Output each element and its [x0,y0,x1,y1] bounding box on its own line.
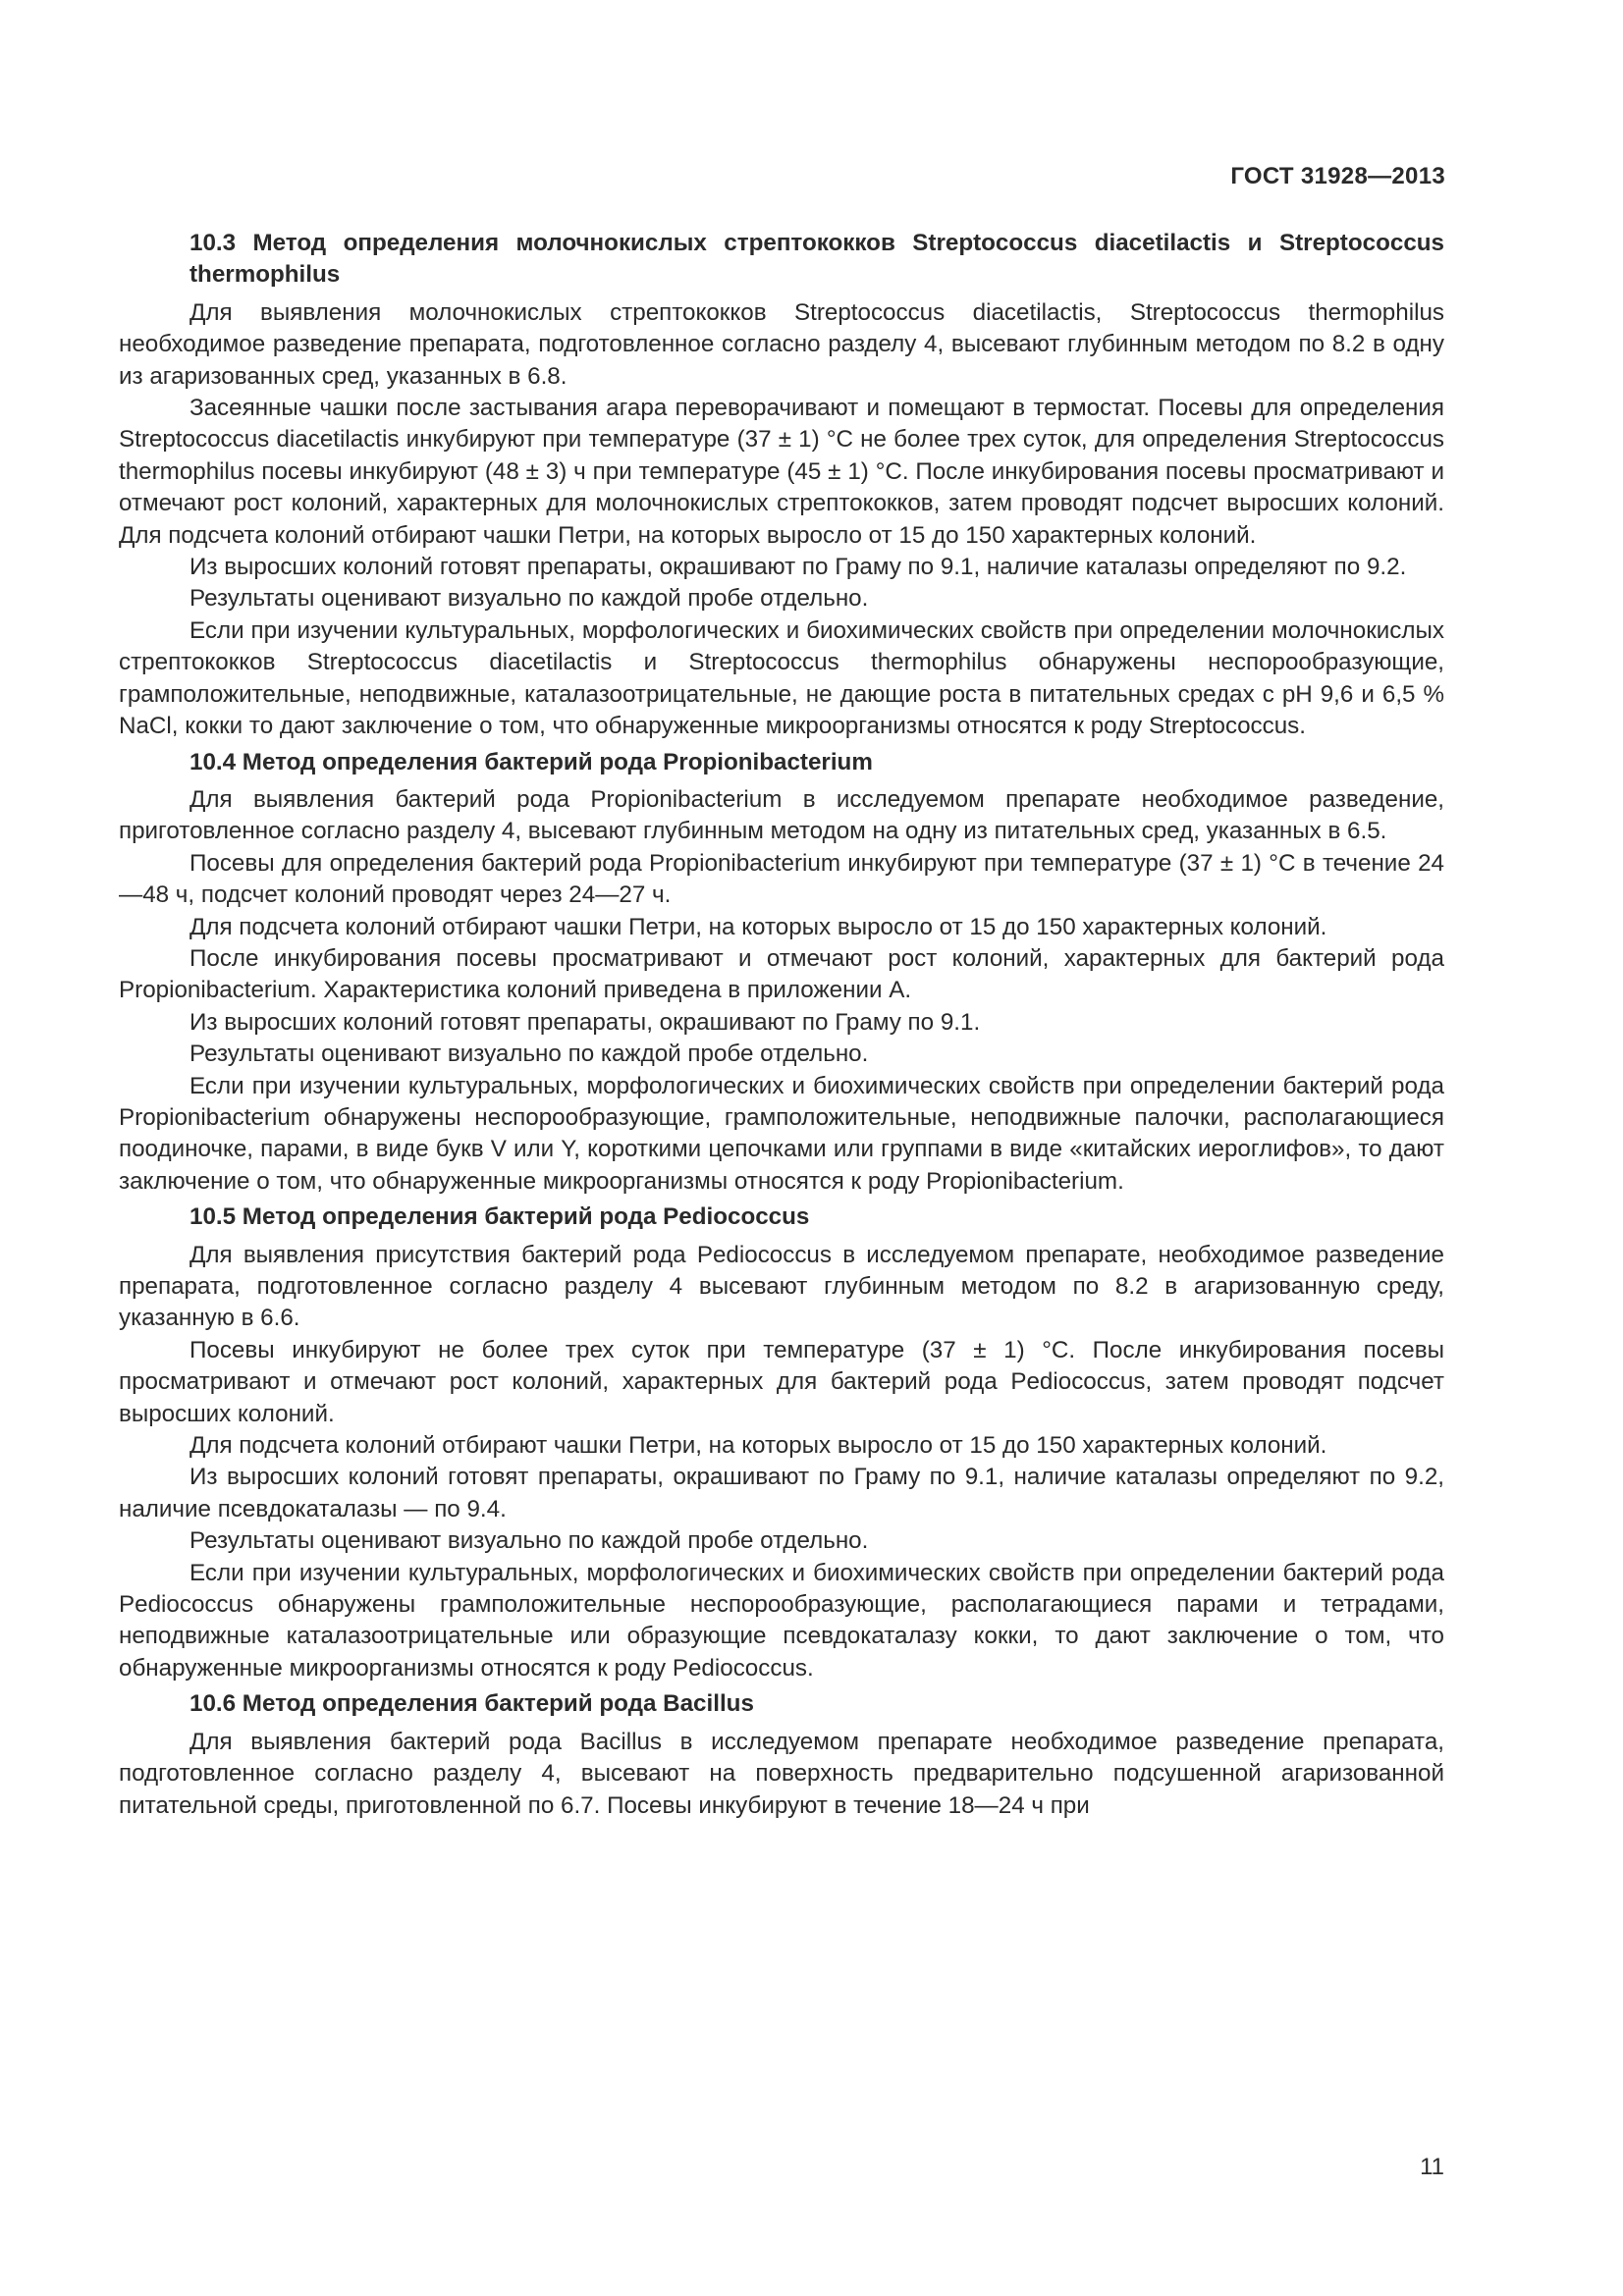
section-10-5 [119,1201,1444,1684]
paragraph: Засеянные чашки после застывания агара переворачивают и помещают в термостат. Посевы для определения Streptococcus diacetilactis инкубируют при температуре (37 ± 1) °C не более трех суток, для определения Streptococcus thermophilus посевы инкубируют (48 ± 3) ч при температуре (45 ± 1) °C. После инкубирования посевы просматривают и отмечают рост колоний, характерных для молочнокислых стрептококков, затем проводят подсчет выросших колоний. Для подсчета колоний отбирают чашки Петри, на которых выросло от 15 до 150 характерных колоний. [119,395,1444,549]
paragraph: Для подсчета колоний отбирают чашки Петри, на которых выросло от 15 до 150 характерных колоний. [189,1432,1327,1460]
paragraph: Для выявления молочнокислых стрептококков Streptococcus diacetilactis, Streptococcus thermophilus необходимое разведение препарата, подготовленное согласно разделу 4, высевают глубинным методом по 8.2 в одну из агаризованных сред, указанных в 6.8. [119,298,1444,390]
section-10-3 [119,228,1444,743]
paragraph: Для выявления присутствия бактерий рода Pediococcus в исследуемом препарате, необходимое разведение препарата, подготовленное согласно разделу 4 высевают глубинным методом по 8.2 в агаризованную среду, указанную в 6.6. [119,1241,1444,1332]
document-body [119,228,1444,1822]
paragraph: После инкубирования посевы просматривают и отмечают рост колоний, характерных для бактерий рода Propionibacterium. Характеристика колоний приведена в приложении А. [119,944,1444,1004]
paragraph: Посевы для определения бактерий рода Propionibacterium инкубируют при температуре (37 ± 1) °C в течение 24—48 ч, подсчет колоний проводят через 24—27 ч. [119,849,1444,909]
paragraph: Из выросших колоний готовят препараты, окрашивают по Граму по 9.1, наличие каталазы определяют по 9.2, наличие псевдокаталазы — по 9.4. [119,1464,1444,1522]
paragraph: Посевы инкубируют не более трех суток при температуре (37 ± 1) °C. После инкубирования посевы просматривают и отмечают рост колоний, характерных для бактерий рода Pediococcus, затем проводят подсчет выросших колоний. [119,1336,1444,1427]
paragraph: Для подсчета колоний отбирают чашки Петри, на которых выросло от 15 до 150 характерных колоний. [189,913,1327,940]
paragraph: Для выявления бактерий рода Propionibacterium в исследуемом препарате необходимое разведение, приготовленное согласно разделу 4, высевают глубинным методом на одну из питательных сред, указанных в 6.5. [119,785,1444,845]
section-10-4 [119,747,1444,1199]
section-heading: 10.3 Метод определения молочнокислых стрептококков Streptococcus diacetilactis и Streptococcus thermophilus [189,230,1444,289]
section-heading: 10.4 Метод определения бактерий рода Propionibacterium [189,748,873,775]
paragraph: Из выросших колоний готовят препараты, окрашивают по Граму по 9.1. [189,1008,981,1036]
paragraph: Результаты оценивают визуально по каждой пробе отдельно. [189,1041,869,1068]
standard-designation: ГОСТ 31928—2013 [1230,163,1445,189]
paragraph: Если при изучении культуральных, морфологических и биохимических свойств при определении бактерий рода Propionibacterium обнаружены неспорообразующие, грамположительные, неподвижные палочки, располагающиеся поодиночке, парами, в виде букв V или Y, короткими цепочками или группами в виде «китайских иероглифов», то дают заключение о том, что обнаруженные микроорганизмы относятся к роду Propionibacterium. [119,1072,1444,1195]
section-10-6 [119,1688,1444,1822]
paragraph: Если при изучении культуральных, морфологических и биохимических свойств при определении молочнокислых стрептококков Streptococcus diacetilactis и Streptococcus thermophilus обнаружены неспорообразующие, грамположительные, неподвижные, каталазоотрицательные, не дающие роста в питательных средах с pH 9,6 и 6,5 % NaCl, кокки то дают заключение о том, что обнаруженные микроорганизмы относятся к роду Streptococcus. [119,616,1444,740]
section-heading: 10.6 Метод определения бактерий рода Bacillus [189,1690,754,1718]
paragraph: Если при изучении культуральных, морфологических и биохимических свойств при определении бактерий рода Pediococcus обнаружены грамположительные неспорообразующие, располагающиеся парами и тетрадами, неподвижные каталазоотрицательные или образующие псевдокаталазу кокки, то дают заключение о том, что обнаруженные микроорганизмы относятся к роду Pediococcus. [119,1559,1444,1682]
paragraph: Для выявления бактерий рода Bacillus в исследуемом препарате необходимое разведение препарата, подготовленное согласно разделу 4, высевают на поверхность предварительно подсушенной агаризованной питательной среды, приготовленной по 6.7. Посевы инкубируют в течение 18—24 ч при [119,1728,1444,1819]
paragraph: Результаты оценивают визуально по каждой пробе отдельно. [189,585,869,613]
paragraph: Результаты оценивают визуально по каждой пробе отдельно. [189,1527,869,1555]
section-heading: 10.5 Метод определения бактерий рода Pediococcus [189,1203,810,1231]
paragraph: Из выросших колоний готовят препараты, окрашивают по Граму по 9.1, наличие каталазы определяют по 9.2. [189,554,1407,581]
page-number: 11 [1420,2154,1444,2180]
